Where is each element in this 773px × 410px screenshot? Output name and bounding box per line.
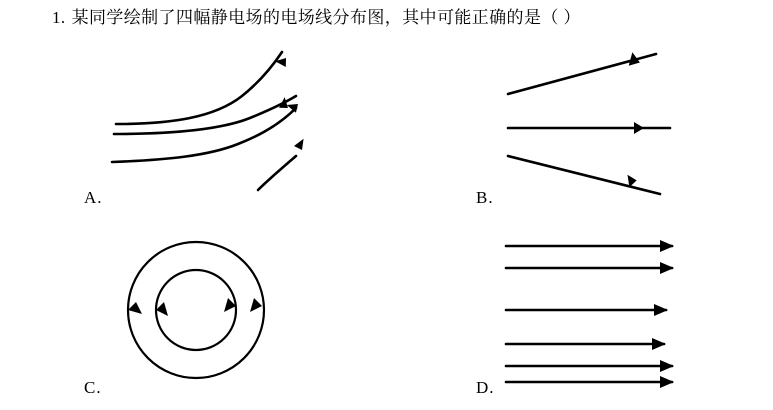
arrowhead-c-outer-right xyxy=(250,298,262,312)
field-line-a1 xyxy=(116,52,282,124)
option-label-a: A. xyxy=(84,188,103,207)
figure-b-svg xyxy=(500,46,680,196)
option-label-d: D. xyxy=(476,378,495,397)
arrowhead-b2 xyxy=(634,122,644,134)
option-label-c: C. xyxy=(84,378,102,397)
figure-d-svg xyxy=(500,232,690,392)
figure-c-svg xyxy=(110,232,290,392)
arrowhead-d4 xyxy=(652,338,666,350)
arrowhead-d1 xyxy=(660,240,674,252)
figure-a-svg xyxy=(110,46,320,196)
arrowhead-d5 xyxy=(660,360,674,372)
arrowhead-d3 xyxy=(654,304,668,316)
field-circle-inner xyxy=(156,270,236,350)
figure-option-b xyxy=(500,46,680,196)
figure-option-a xyxy=(110,46,320,196)
field-line-b3 xyxy=(508,156,660,194)
arrowhead-a4 xyxy=(294,139,308,153)
arrowhead-c-inner-left xyxy=(156,302,168,316)
question-line xyxy=(52,6,752,30)
figure-option-d xyxy=(500,232,690,392)
arrowhead-d6 xyxy=(660,376,674,388)
figure-option-c xyxy=(110,232,290,392)
field-circle-outer xyxy=(128,242,264,378)
option-label-b: B. xyxy=(476,188,494,207)
arrowhead-d2 xyxy=(660,262,674,274)
question-number: 1. xyxy=(52,8,66,27)
question-text: 某同学绘制了四幅静电场的电场线分布图，其中可能正确的是（ ） xyxy=(71,8,581,27)
arrowhead-b1 xyxy=(629,52,642,68)
arrowhead-c-outer-left xyxy=(128,302,142,314)
field-line-a4 xyxy=(258,156,296,190)
field-line-a3 xyxy=(112,108,296,162)
